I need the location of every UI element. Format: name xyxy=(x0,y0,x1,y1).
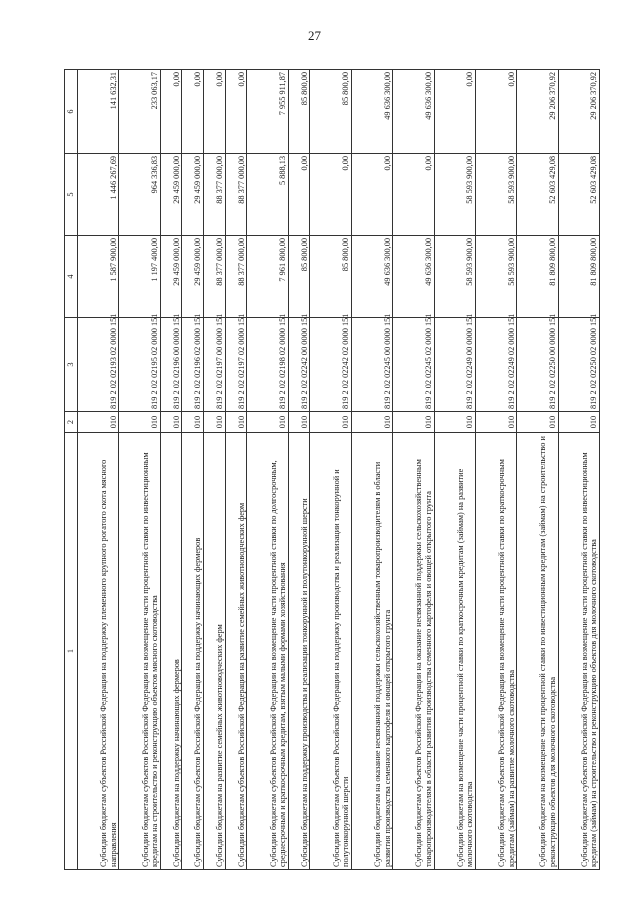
row-remaining-amount: 141 632,31 xyxy=(78,70,119,154)
row-budget-code: 819 2 02 02250 00 0000 151 xyxy=(517,318,558,412)
row-planned-amount: 7 961 800,00 xyxy=(247,236,288,318)
row-code: 010 xyxy=(310,412,351,433)
row-remaining-amount: 85 800,00 xyxy=(288,70,310,154)
table-row xyxy=(160,70,182,870)
row-planned-amount: 88 377 000,00 xyxy=(225,236,247,318)
row-planned-amount: 81 809 800,00 xyxy=(517,236,558,318)
table-row xyxy=(351,70,392,870)
row-planned-amount: 85 800,00 xyxy=(310,236,351,318)
row-executed-amount: 29 459 000,00 xyxy=(160,154,182,236)
row-description: Субсидии бюджетам на возмещение части процентной ставки по инвестиционным кредитам (займам) на строительство и реконструкцию объектов для молочного скотоводства xyxy=(517,433,558,870)
row-description: Субсидии бюджетам субъектов Российской Федерации на поддержку производства и реализации тонкорунной и полутонкорунной шерсти xyxy=(310,433,351,870)
row-budget-code: 819 2 02 02196 02 0000 151 xyxy=(182,318,204,412)
header-cell-1: 1 xyxy=(65,433,78,870)
row-code: 010 xyxy=(434,412,475,433)
header-row xyxy=(65,70,78,870)
table-row xyxy=(204,70,226,870)
table-row xyxy=(517,70,558,870)
row-description: Субсидии бюджетам на оказание несвязанной поддержки сельскохозяйственным товаропроизводителям в области развития производства семенного картофеля и овощей открытого грунта xyxy=(351,433,392,870)
row-budget-code: 819 2 02 02197 00 0000 151 xyxy=(204,318,226,412)
row-executed-amount: 52 603 429,08 xyxy=(517,154,558,236)
row-code: 010 xyxy=(247,412,288,433)
header-cell-5: 5 xyxy=(65,154,78,236)
row-budget-code: 819 2 02 02250 02 0000 151 xyxy=(558,318,599,412)
row-executed-amount: 58 593 900,00 xyxy=(434,154,475,236)
header-cell-6: 6 xyxy=(65,70,78,154)
row-executed-amount: 0,00 xyxy=(393,154,434,236)
row-planned-amount: 49 636 300,00 xyxy=(351,236,392,318)
row-description: Субсидии бюджетам субъектов Российской Федерации на поддержку начинающих фермеров xyxy=(182,433,204,870)
row-planned-amount: 58 593 900,00 xyxy=(434,236,475,318)
row-code: 010 xyxy=(288,412,310,433)
budget-table xyxy=(64,69,600,870)
row-remaining-amount: 29 206 370,92 xyxy=(517,70,558,154)
row-remaining-amount: 7 955 911,87 xyxy=(247,70,288,154)
table-row xyxy=(558,70,599,870)
row-budget-code: 819 2 02 02245 00 0000 151 xyxy=(351,318,392,412)
row-planned-amount: 49 636 300,00 xyxy=(393,236,434,318)
row-description: Субсидии бюджетам субъектов Российской Федерации на оказание несвязанной поддержки сельскохозяйственным товаропроизводителям в области развития производства семенного картофеля и овощей открытого грунта xyxy=(393,433,434,870)
row-code: 010 xyxy=(475,412,516,433)
row-remaining-amount: 0,00 xyxy=(182,70,204,154)
row-code: 010 xyxy=(119,412,160,433)
row-remaining-amount: 0,00 xyxy=(475,70,516,154)
row-executed-amount: 964 336,83 xyxy=(119,154,160,236)
row-remaining-amount: 233 063,17 xyxy=(119,70,160,154)
row-description: Субсидии бюджетам субъектов Российской Федерации на возмещение части процентной ставки по инвестиционным кредитам на строительство и реконструкцию объектов мясного скотоводства xyxy=(119,433,160,870)
row-planned-amount: 1 587 900,00 xyxy=(78,236,119,318)
row-remaining-amount: 85 800,00 xyxy=(310,70,351,154)
row-budget-code: 819 2 02 02197 02 0000 151 xyxy=(225,318,247,412)
row-description: Субсидии бюджетам на развитие семейных животноводческих ферм xyxy=(204,433,226,870)
row-planned-amount: 29 459 000,00 xyxy=(182,236,204,318)
row-executed-amount: 52 603 429,08 xyxy=(558,154,599,236)
table-row xyxy=(288,70,310,870)
row-remaining-amount: 49 636 300,00 xyxy=(393,70,434,154)
row-executed-amount: 88 377 000,00 xyxy=(225,154,247,236)
row-executed-amount: 0,00 xyxy=(351,154,392,236)
row-code: 010 xyxy=(225,412,247,433)
row-code: 010 xyxy=(558,412,599,433)
rotated-table-wrapper xyxy=(64,70,600,870)
table-row xyxy=(119,70,160,870)
table-row xyxy=(225,70,247,870)
row-description: Субсидии бюджетам субъектов Российской Федерации на поддержку племенного крупного рогатого скота мясного направления xyxy=(78,433,119,870)
table-header xyxy=(65,70,78,870)
header-cell-3: 3 xyxy=(65,318,78,412)
row-budget-code: 819 2 02 02193 02 0000 151 xyxy=(78,318,119,412)
row-code: 010 xyxy=(160,412,182,433)
row-executed-amount: 1 446 267,69 xyxy=(78,154,119,236)
table-row xyxy=(434,70,475,870)
row-executed-amount: 58 593 900,00 xyxy=(475,154,516,236)
table-row xyxy=(182,70,204,870)
row-executed-amount: 0,00 xyxy=(310,154,351,236)
row-budget-code: 819 2 02 02242 02 0000 151 xyxy=(310,318,351,412)
row-planned-amount: 81 809 800,00 xyxy=(558,236,599,318)
row-description: Субсидии бюджетам субъектов Российской Федерации на возмещение части процентной ставки по долгосрочным, среднесрочным и краткосрочным кредитам, взятым малыми формами хозяйствования xyxy=(247,433,288,870)
row-code: 010 xyxy=(204,412,226,433)
row-code: 010 xyxy=(182,412,204,433)
table-row xyxy=(78,70,119,870)
row-executed-amount: 5 888,13 xyxy=(247,154,288,236)
row-description: Субсидии бюджетам субъектов Российской Федерации на развитие семейных животноводческих ферм xyxy=(225,433,247,870)
table-row xyxy=(393,70,434,870)
row-code: 010 xyxy=(351,412,392,433)
row-planned-amount: 29 459 000,00 xyxy=(160,236,182,318)
row-description: Субсидии бюджетам субъектов Российской Федерации на возмещение части процентной ставки по краткосрочным кредитам (займам) на развитие молочного скотоводства xyxy=(475,433,516,870)
row-remaining-amount: 29 206 370,92 xyxy=(558,70,599,154)
table-body xyxy=(78,70,600,870)
row-budget-code: 819 2 02 02196 00 0000 151 xyxy=(160,318,182,412)
header-cell-4: 4 xyxy=(65,236,78,318)
table-row xyxy=(310,70,351,870)
row-description: Субсидии бюджетам на возмещение части процентной ставки по краткосрочным кредитам (займам) на развитие молочного скотоводства xyxy=(434,433,475,870)
row-remaining-amount: 49 636 300,00 xyxy=(351,70,392,154)
row-remaining-amount: 0,00 xyxy=(225,70,247,154)
row-remaining-amount: 0,00 xyxy=(160,70,182,154)
row-budget-code: 819 2 02 02249 02 0000 151 xyxy=(475,318,516,412)
row-planned-amount: 88 377 000,00 xyxy=(204,236,226,318)
header-cell-2: 2 xyxy=(65,412,78,433)
page-number: 27 xyxy=(308,28,321,43)
row-budget-code: 819 2 02 02198 02 0000 151 xyxy=(247,318,288,412)
row-description: Субсидии бюджетам на поддержку начинающих фермеров xyxy=(160,433,182,870)
row-remaining-amount: 0,00 xyxy=(204,70,226,154)
row-code: 010 xyxy=(393,412,434,433)
row-code: 010 xyxy=(517,412,558,433)
row-description: Субсидии бюджетам на поддержку производства и реализации тонкорунной и полутонкорунной шерсти xyxy=(288,433,310,870)
row-code: 010 xyxy=(78,412,119,433)
row-budget-code: 819 2 02 02242 00 0000 151 xyxy=(288,318,310,412)
row-description: Субсидии бюджетам субъектов Российской Федерации на возмещение части процентной ставки по инвестиционным кредитам (займам) на строительство и реконструкцию объектов для молочного скотоводства xyxy=(558,433,599,870)
row-budget-code: 819 2 02 02249 00 0000 151 xyxy=(434,318,475,412)
row-planned-amount: 58 593 900,00 xyxy=(475,236,516,318)
row-budget-code: 819 2 02 02195 02 0000 151 xyxy=(119,318,160,412)
row-planned-amount: 85 800,00 xyxy=(288,236,310,318)
row-executed-amount: 0,00 xyxy=(288,154,310,236)
table-row xyxy=(247,70,288,870)
table-row xyxy=(475,70,516,870)
row-executed-amount: 88 377 000,00 xyxy=(204,154,226,236)
row-remaining-amount: 0,00 xyxy=(434,70,475,154)
row-budget-code: 819 2 02 02245 02 0000 151 xyxy=(393,318,434,412)
row-executed-amount: 29 459 000,00 xyxy=(182,154,204,236)
row-planned-amount: 1 197 400,00 xyxy=(119,236,160,318)
